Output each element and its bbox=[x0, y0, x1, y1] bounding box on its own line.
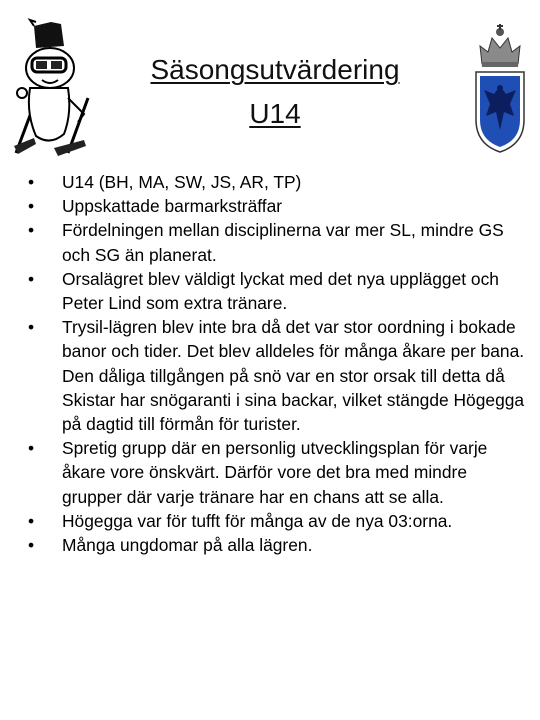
bullet-marker: • bbox=[28, 510, 35, 531]
bullet-marker: • bbox=[28, 196, 35, 217]
list-item bbox=[28, 170, 528, 194]
coat-of-arms-logo bbox=[472, 20, 528, 154]
bullet-text: Trysil-lägren blev inte bra då det var stor oordning i bokade banor och tider. Det blev alldeles för många åkare per bana. Den dåliga tillgången på snö var en stor orsak till detta då Skistar har snögaranti i sina backar, vilket stängde Högegga på dagtid till förmån för turister. bbox=[62, 317, 525, 435]
bullet-text: U14 (BH, MA, SW, JS, AR, TP) bbox=[62, 172, 302, 192]
bullet-text: Fördelningen mellan disciplinerna var mer SL, mindre GS och SG än planerat. bbox=[62, 220, 504, 265]
bullet-text: Många ungdomar på alla lägren. bbox=[62, 535, 313, 556]
bullet-text: Uppskattade barmarksträffar bbox=[62, 196, 283, 217]
bullet-text: Högegga var för tufft för många av de nya 03:orna. bbox=[62, 510, 453, 531]
bullet-marker: • bbox=[28, 535, 35, 556]
title-line-2: U14 bbox=[249, 98, 301, 129]
list-item bbox=[28, 436, 528, 509]
bullet-marker: • bbox=[28, 317, 35, 338]
bullet-text: Spretig grupp där en personlig utvecklingsplan för varje åkare vore önskvärt. Därför vore det bra med mindre grupper där varje tränare har en chans att se alla. bbox=[62, 438, 488, 507]
bullet-marker: • bbox=[28, 220, 35, 241]
list-item bbox=[28, 509, 528, 533]
club-mascot-logo bbox=[6, 18, 106, 158]
title-line-1: Säsongsutvärdering bbox=[150, 54, 400, 85]
bullet-marker: • bbox=[28, 438, 35, 459]
bullet-text: Orsalägret blev väldigt lyckat med det nya upplägget och Peter Lind som extra tränare. bbox=[62, 268, 499, 314]
list-item bbox=[28, 194, 528, 218]
list-item bbox=[28, 533, 528, 557]
list-item bbox=[28, 218, 528, 266]
list-item bbox=[28, 315, 528, 436]
bullet-list bbox=[28, 170, 528, 557]
slide-title bbox=[110, 48, 440, 136]
bullet-marker: • bbox=[28, 172, 35, 192]
list-item bbox=[28, 267, 528, 315]
bullet-marker: • bbox=[28, 268, 35, 289]
